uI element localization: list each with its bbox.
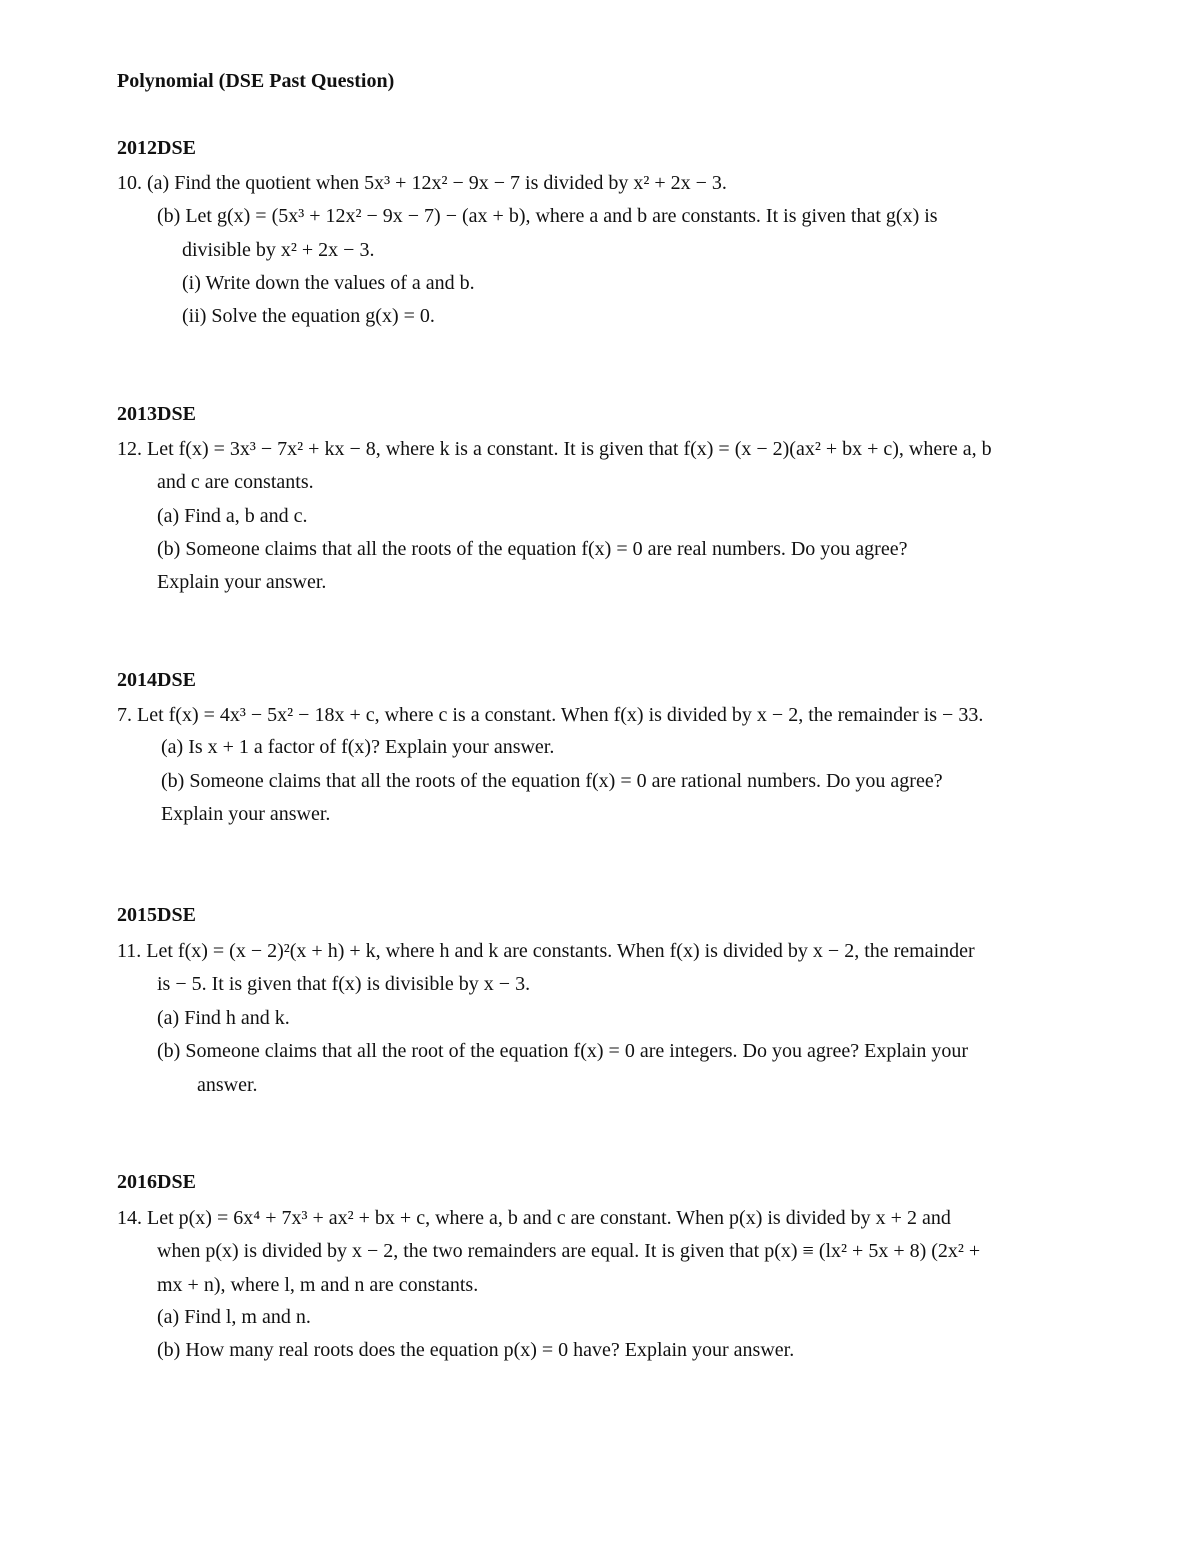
question-line: and c are constants.	[157, 471, 314, 493]
question-line: (b) Someone claims that all the roots of the equation f(x) = 0 are rational numbers. Do you agree?	[161, 770, 943, 792]
question-line: 10. (a) Find the quotient when 5x³ + 12x² − 9x − 7 is divided by x² + 2x − 3.	[117, 172, 727, 194]
question-line: 7. Let f(x) = 4x³ − 5x² − 18x + c, where c is a constant. When f(x) is divided by x − 2, the remainder is − 33.	[117, 704, 984, 726]
section-heading-2012: 2012DSE	[117, 137, 196, 159]
question-line: Explain your answer.	[157, 571, 327, 593]
question-line: (b) Someone claims that all the root of the equation f(x) = 0 are integers. Do you agree? Explain your	[157, 1040, 969, 1062]
question-line: answer.	[197, 1074, 258, 1096]
question-line: 12. Let f(x) = 3x³ − 7x² + kx − 8, where k is a constant. It is given that f(x) = (x − 2)(ax² + bx + c), where a, b	[117, 438, 992, 460]
section-heading-2014: 2014DSE	[117, 669, 196, 691]
question-line: 11. Let f(x) = (x − 2)²(x + h) + k, where h and k are constants. When f(x) is divided by x − 2, the remainder	[117, 940, 975, 962]
section-heading-2016: 2016DSE	[117, 1171, 196, 1193]
question-line: 14. Let p(x) = 6x⁴ + 7x³ + ax² + bx + c, where a, b and c are constant. When p(x) is divided by x + 2 and	[117, 1207, 951, 1229]
question-line: (i) Write down the values of a and b.	[182, 272, 475, 294]
question-line: divisible by x² + 2x − 3.	[182, 239, 375, 261]
question-line: mx + n), where l, m and n are constants.	[157, 1274, 479, 1296]
section-heading-2013: 2013DSE	[117, 403, 196, 425]
question-line: (b) Someone claims that all the roots of the equation f(x) = 0 are real numbers. Do you agree?	[157, 538, 908, 560]
question-line: is − 5. It is given that f(x) is divisible by x − 3.	[157, 973, 531, 995]
question-line: (a) Find l, m and n.	[157, 1306, 311, 1328]
question-line: when p(x) is divided by x − 2, the two remainders are equal. It is given that p(x) ≡ (lx² + 5x + 8) (2x² +	[157, 1240, 981, 1262]
question-line: Explain your answer.	[161, 803, 331, 825]
question-line: (a) Is x + 1 a factor of f(x)? Explain your answer.	[161, 736, 555, 758]
question-line: (ii) Solve the equation g(x) = 0.	[182, 305, 435, 327]
question-line: (a) Find a, b and c.	[157, 505, 308, 527]
document-title: Polynomial (DSE Past Question)	[117, 70, 395, 92]
section-heading-2015: 2015DSE	[117, 904, 196, 926]
question-line: (b) How many real roots does the equation p(x) = 0 have? Explain your answer.	[157, 1339, 795, 1361]
question-line: (b) Let g(x) = (5x³ + 12x² − 9x − 7) − (ax + b), where a and b are constants. It is given that g(x) is	[157, 205, 938, 227]
question-line: (a) Find h and k.	[157, 1007, 290, 1029]
